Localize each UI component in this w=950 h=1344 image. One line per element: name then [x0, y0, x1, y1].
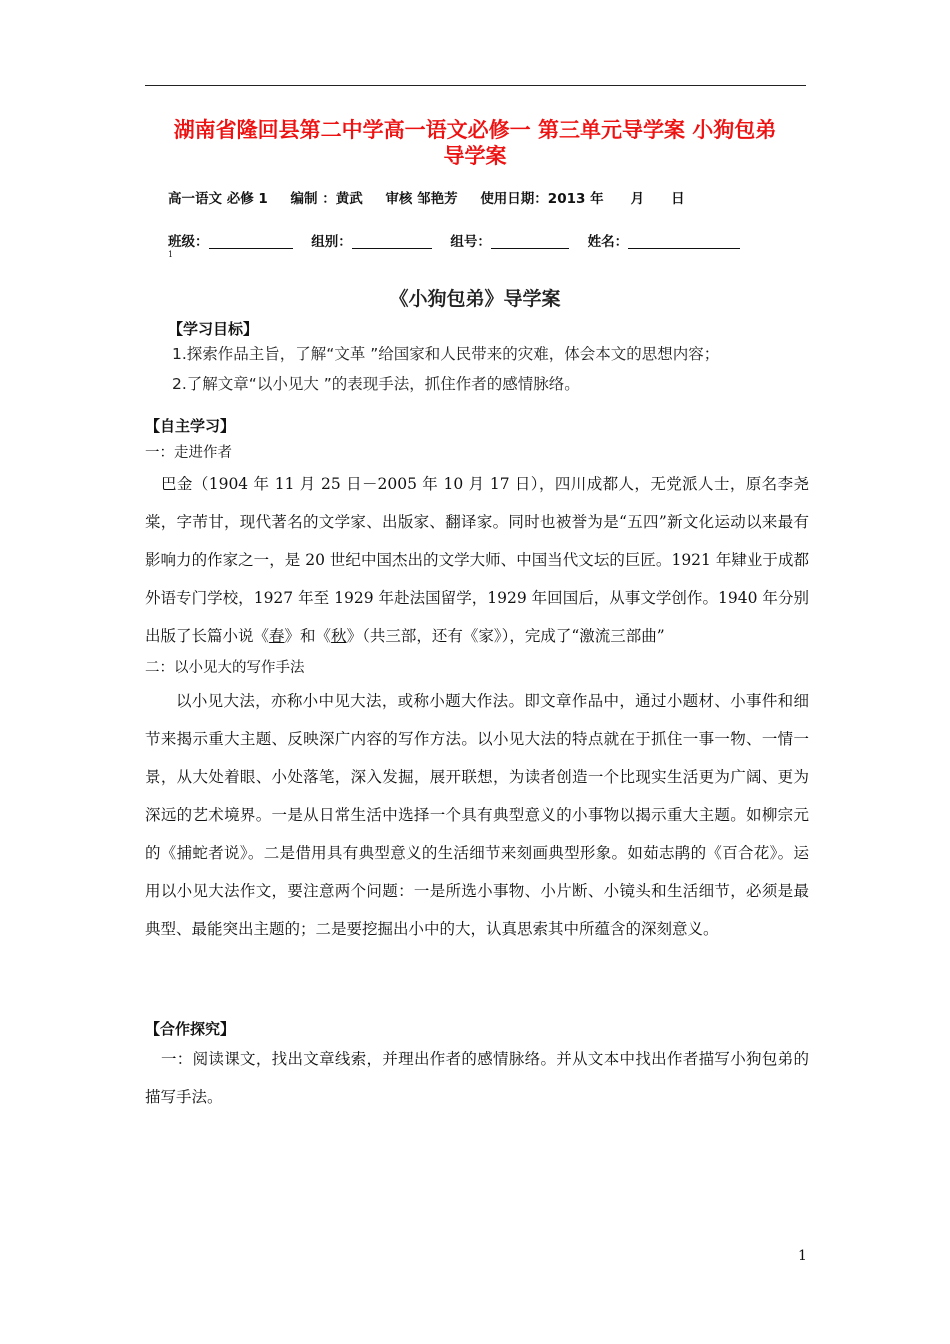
part2-title: 二：以小见大的写作手法 [145, 660, 305, 676]
author-text-end: 》（共三部，还有《家》），完成了“激流三部曲” [346, 627, 665, 645]
name-blank[interactable] [628, 234, 740, 249]
document-title [140, 117, 810, 169]
novel-qiu: 秋 [331, 627, 347, 645]
meta-editor: 编制 ：黄武 [290, 191, 363, 207]
cooperation-paragraph: 一：阅读课文，找出文章线索，并理出作者的感情脉络。并从文本中找出作者描写小狗包弟的描写手法。 [145, 1050, 809, 1106]
small-mark: 1 [168, 250, 174, 259]
meta-reviewer: 审核 邹艳芳 [385, 191, 458, 207]
title-line-1: 湖南省隆回县第二中学高一语文必修一 第三单元导学案 小狗包弟 [173, 118, 777, 142]
page-number: 1 [798, 1248, 807, 1264]
meta-row [168, 187, 703, 207]
author-paragraph [145, 465, 809, 655]
novel-chun: 春 [269, 627, 285, 645]
goals-heading: 【学习目标】 [168, 320, 259, 338]
author-text: 巴金（1904 年 11 月 25 日－2005 年 10 月 17 日），四川成都人，无党派人士，原名李尧棠，字芾甘，现代著名的文学家、出版家、翻译家。同时也被誉为是“五四”新文化运动以来最有影响力的作家之一，是 20 世纪中国杰出的文学大师、中国当代文坛的巨匠。1921 年肄业于成都外语专门学校，1927 年至 1929 年赴法国留学，1929 年回国后，从事文学创作。1940 年分别出版了长篇小说《 [145, 475, 809, 645]
class-blank[interactable] [209, 234, 293, 249]
name-label: 姓名： [587, 234, 629, 250]
meta-date: 使用日期：2013 年 月 日 [480, 191, 685, 207]
part1-title: 一：走进作者 [145, 445, 232, 461]
number-blank[interactable] [491, 234, 569, 249]
header-rule [145, 85, 806, 86]
group-label: 组别： [311, 234, 352, 250]
goal-item-1: 1.探索作品主旨，了解“文革 ”给国家和人民带来的灾难，体会本文的思想内容； [172, 345, 720, 363]
number-label: 组号： [450, 234, 491, 250]
title-line-2: 导学案 [443, 144, 507, 168]
goal-item-2: 2.了解文章“以小见大 ”的表现手法，抓住作者的感情脉络。 [172, 375, 580, 393]
technique-paragraph: 以小见大法，亦称小中见大法，或称小题大作法。即文章作品中，通过小题材、小事件和细节来揭示重大主题、反映深广内容的写作方法。以小见大法的特点就在于抓住一事一物、一情一景，从大处着眼、小处落笔，深入发掘，展开联想，为读者创造一个比现实生活更为广阔、更为深远的艺术境界。一是从日常生活中选择一个具有典型意义的小事物以揭示重大主题。如柳宗元的《捕蛇者说》。二是借用具有典型意义的生活细节来刻画典型形象。如茹志鹃的《百合花》。运用以小见大法作文，要注意两个问题：一是所选小事物、小片断、小镜头和生活细节，必须是最典型、最能突出主题的；二是要挖掘出小中的大，认真思索其中所蕴含的深刻意义。 [145, 692, 809, 938]
self-study-heading: 【自主学习】 [145, 417, 236, 435]
doc-heading: 《小狗包弟》导学案 [389, 288, 561, 310]
cooperation-heading: 【合作探究】 [145, 1020, 236, 1038]
class-label: 班级： [168, 234, 209, 250]
meta-course: 高一语文 必修 1 [168, 191, 268, 207]
student-fields [168, 230, 754, 250]
author-text-mid: 》和《 [284, 627, 332, 645]
group-blank[interactable] [352, 234, 432, 249]
